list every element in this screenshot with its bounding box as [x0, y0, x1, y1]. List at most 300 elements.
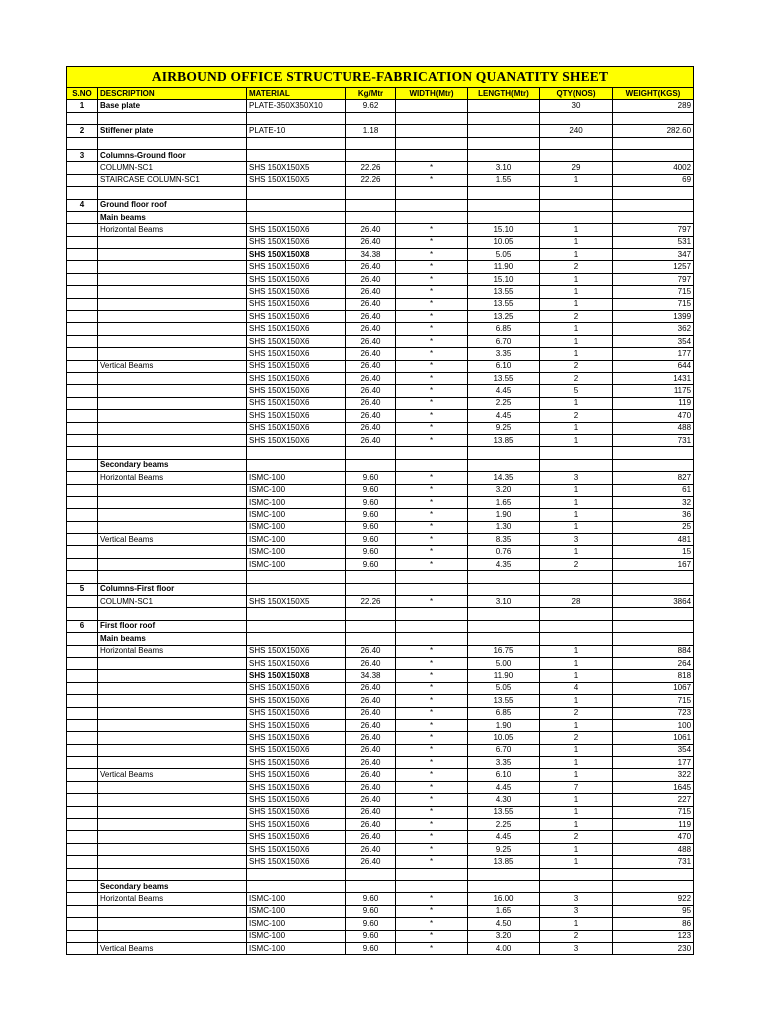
kg-per-mtr-cell: 26.40: [346, 397, 396, 409]
length-cell: 13.55: [468, 695, 540, 707]
length-cell: [468, 459, 540, 471]
sno-cell: 5: [67, 583, 98, 595]
kg-per-mtr-cell: 9.60: [346, 893, 396, 905]
description-cell: [98, 856, 247, 868]
length-cell: 4.00: [468, 942, 540, 954]
weight-cell: 167: [613, 558, 694, 570]
kg-per-mtr-cell: 26.40: [346, 261, 396, 273]
description-cell: [98, 496, 247, 508]
kg-per-mtr-cell: 26.40: [346, 298, 396, 310]
table-row: [67, 744, 694, 756]
kg-per-mtr-cell: 9.60: [346, 521, 396, 533]
kg-per-mtr-cell: 26.40: [346, 385, 396, 397]
sno-cell: [67, 744, 98, 756]
table-row: [67, 695, 694, 707]
table-row: [67, 249, 694, 261]
weight-cell: 25: [613, 521, 694, 533]
length-cell: 16.00: [468, 893, 540, 905]
qty-cell: 2: [540, 732, 613, 744]
sheet-title: AIRBOUND OFFICE STRUCTURE-FABRICATION QUANATITY SHEET: [67, 67, 694, 88]
width-cell: *: [396, 819, 468, 831]
length-cell: [468, 100, 540, 112]
weight-cell: 177: [613, 348, 694, 360]
qty-cell: 1: [540, 856, 613, 868]
width-cell: [396, 620, 468, 632]
kg-per-mtr-cell: 26.40: [346, 707, 396, 719]
table-row: [67, 348, 694, 360]
width-cell: *: [396, 843, 468, 855]
weight-cell: 488: [613, 843, 694, 855]
description-cell: COLUMN-SC1: [98, 596, 247, 608]
description-cell: [98, 298, 247, 310]
table-row: [67, 174, 694, 186]
width-cell: *: [396, 757, 468, 769]
material-cell: SHS 150X150X6: [247, 372, 346, 384]
weight-cell: 177: [613, 757, 694, 769]
length-cell: 0.76: [468, 546, 540, 558]
weight-cell: [613, 868, 694, 880]
weight-cell: [613, 571, 694, 583]
table-row: [67, 819, 694, 831]
table-row: [67, 682, 694, 694]
qty-cell: 1: [540, 348, 613, 360]
sno-cell: [67, 831, 98, 843]
qty-cell: 3: [540, 905, 613, 917]
description-cell: [98, 273, 247, 285]
kg-per-mtr-cell: 26.40: [346, 286, 396, 298]
table-row: [67, 918, 694, 930]
sno-cell: [67, 112, 98, 124]
material-cell: [247, 608, 346, 620]
qty-cell: [540, 149, 613, 161]
length-cell: [468, 868, 540, 880]
table-row: [67, 571, 694, 583]
description-cell: [98, 695, 247, 707]
qty-cell: 1: [540, 335, 613, 347]
qty-cell: 1: [540, 323, 613, 335]
weight-cell: 1175: [613, 385, 694, 397]
description-cell: [98, 348, 247, 360]
material-cell: ISMC-100: [247, 496, 346, 508]
sno-cell: [67, 249, 98, 261]
qty-cell: 2: [540, 707, 613, 719]
width-cell: *: [396, 794, 468, 806]
length-cell: 6.70: [468, 335, 540, 347]
table-row: [67, 372, 694, 384]
width-cell: *: [396, 806, 468, 818]
length-cell: 6.85: [468, 323, 540, 335]
sno-cell: [67, 348, 98, 360]
material-cell: SHS 150X150X5: [247, 162, 346, 174]
qty-cell: 2: [540, 930, 613, 942]
length-cell: [468, 620, 540, 632]
table-row: [67, 484, 694, 496]
sno-cell: [67, 496, 98, 508]
qty-cell: 4: [540, 682, 613, 694]
sno-cell: 6: [67, 620, 98, 632]
kg-per-mtr-cell: 1.18: [346, 125, 396, 137]
length-cell: 1.65: [468, 905, 540, 917]
sno-cell: 1: [67, 100, 98, 112]
description-cell: Ground floor roof: [98, 199, 247, 211]
qty-cell: 2: [540, 410, 613, 422]
width-cell: *: [396, 893, 468, 905]
sno-cell: [67, 918, 98, 930]
length-cell: 5.05: [468, 249, 540, 261]
width-cell: [396, 112, 468, 124]
length-cell: 4.45: [468, 781, 540, 793]
table-row: [67, 187, 694, 199]
qty-cell: [540, 137, 613, 149]
kg-per-mtr-cell: 26.40: [346, 781, 396, 793]
weight-cell: 347: [613, 249, 694, 261]
length-cell: 15.10: [468, 273, 540, 285]
length-cell: 6.85: [468, 707, 540, 719]
kg-per-mtr-cell: 26.40: [346, 806, 396, 818]
sno-cell: [67, 558, 98, 570]
description-cell: [98, 868, 247, 880]
table-row: [67, 794, 694, 806]
table-row: [67, 608, 694, 620]
table-row: [67, 496, 694, 508]
qty-cell: 2: [540, 372, 613, 384]
sno-cell: [67, 459, 98, 471]
table-row: [67, 620, 694, 632]
length-cell: 3.35: [468, 348, 540, 360]
length-cell: 4.35: [468, 558, 540, 570]
weight-cell: 731: [613, 434, 694, 446]
sno-cell: [67, 236, 98, 248]
sno-cell: [67, 719, 98, 731]
sno-cell: [67, 905, 98, 917]
weight-cell: 69: [613, 174, 694, 186]
material-cell: ISMC-100: [247, 534, 346, 546]
qty-cell: 1: [540, 273, 613, 285]
kg-per-mtr-cell: 26.40: [346, 273, 396, 285]
description-cell: [98, 657, 247, 669]
material-cell: SHS 150X150X6: [247, 645, 346, 657]
description-cell: Main beams: [98, 633, 247, 645]
material-cell: SHS 150X150X6: [247, 707, 346, 719]
description-cell: [98, 521, 247, 533]
table-row: [67, 633, 694, 645]
kg-per-mtr-cell: 26.40: [346, 372, 396, 384]
material-cell: SHS 150X150X6: [247, 695, 346, 707]
weight-cell: 100: [613, 719, 694, 731]
qty-cell: [540, 608, 613, 620]
qty-cell: 1: [540, 397, 613, 409]
length-cell: 4.45: [468, 831, 540, 843]
description-cell: Horizontal Beams: [98, 645, 247, 657]
table-row: [67, 806, 694, 818]
weight-cell: [613, 459, 694, 471]
qty-cell: 1: [540, 484, 613, 496]
width-cell: *: [396, 224, 468, 236]
weight-cell: 61: [613, 484, 694, 496]
table-row: [67, 546, 694, 558]
table-row: [67, 434, 694, 446]
qty-cell: [540, 112, 613, 124]
weight-cell: 1399: [613, 311, 694, 323]
qty-cell: 1: [540, 757, 613, 769]
width-cell: *: [396, 335, 468, 347]
qty-cell: [540, 868, 613, 880]
material-cell: SHS 150X150X6: [247, 757, 346, 769]
kg-per-mtr-cell: 9.60: [346, 534, 396, 546]
table-row: [67, 385, 694, 397]
sno-cell: [67, 657, 98, 669]
sno-cell: [67, 422, 98, 434]
weight-cell: 15: [613, 546, 694, 558]
material-cell: ISMC-100: [247, 509, 346, 521]
table-row: [67, 645, 694, 657]
width-cell: [396, 125, 468, 137]
sno-cell: [67, 311, 98, 323]
material-cell: PLATE-350X350X10: [247, 100, 346, 112]
description-cell: [98, 311, 247, 323]
description-cell: [98, 385, 247, 397]
header-weight: WEIGHT(KGS): [613, 88, 694, 100]
sno-cell: [67, 608, 98, 620]
material-cell: [247, 620, 346, 632]
sno-cell: 3: [67, 149, 98, 161]
sno-cell: [67, 484, 98, 496]
table-row: [67, 472, 694, 484]
length-cell: [468, 125, 540, 137]
qty-cell: 3: [540, 534, 613, 546]
table-row: [67, 521, 694, 533]
sno-cell: [67, 385, 98, 397]
weight-cell: 3864: [613, 596, 694, 608]
description-cell: [98, 286, 247, 298]
description-cell: First floor roof: [98, 620, 247, 632]
weight-cell: 470: [613, 831, 694, 843]
kg-per-mtr-cell: [346, 620, 396, 632]
width-cell: *: [396, 719, 468, 731]
weight-cell: 531: [613, 236, 694, 248]
weight-cell: [613, 633, 694, 645]
weight-cell: 1067: [613, 682, 694, 694]
material-cell: ISMC-100: [247, 930, 346, 942]
width-cell: *: [396, 434, 468, 446]
qty-cell: 1: [540, 298, 613, 310]
length-cell: 13.85: [468, 856, 540, 868]
weight-cell: [613, 447, 694, 459]
material-cell: SHS 150X150X6: [247, 323, 346, 335]
width-cell: *: [396, 918, 468, 930]
description-cell: [98, 918, 247, 930]
qty-cell: 1: [540, 794, 613, 806]
qty-cell: 2: [540, 311, 613, 323]
description-cell: [98, 781, 247, 793]
length-cell: 9.25: [468, 422, 540, 434]
sno-cell: [67, 472, 98, 484]
description-cell: [98, 843, 247, 855]
width-cell: *: [396, 707, 468, 719]
sno-cell: [67, 596, 98, 608]
weight-cell: [613, 608, 694, 620]
kg-per-mtr-cell: 9.60: [346, 905, 396, 917]
table-row: [67, 843, 694, 855]
qty-cell: 1: [540, 236, 613, 248]
table-row: [67, 657, 694, 669]
qty-cell: 1: [540, 509, 613, 521]
sno-cell: [67, 571, 98, 583]
header-sno: S.NO: [67, 88, 98, 100]
length-cell: 6.10: [468, 360, 540, 372]
kg-per-mtr-cell: [346, 137, 396, 149]
sno-cell: [67, 757, 98, 769]
width-cell: *: [396, 422, 468, 434]
material-cell: ISMC-100: [247, 893, 346, 905]
header-material: MATERIAL: [247, 88, 346, 100]
table-row: [67, 261, 694, 273]
table-row: [67, 447, 694, 459]
table-row: [67, 881, 694, 893]
width-cell: *: [396, 311, 468, 323]
table-row: [67, 273, 694, 285]
sno-cell: 2: [67, 125, 98, 137]
sno-cell: [67, 781, 98, 793]
material-cell: SHS 150X150X6: [247, 311, 346, 323]
sno-cell: [67, 509, 98, 521]
description-cell: [98, 558, 247, 570]
weight-cell: 1431: [613, 372, 694, 384]
kg-per-mtr-cell: 26.40: [346, 856, 396, 868]
sno-cell: [67, 794, 98, 806]
length-cell: 4.50: [468, 918, 540, 930]
table-row: [67, 583, 694, 595]
width-cell: [396, 881, 468, 893]
sno-cell: [67, 942, 98, 954]
header-kg-per-mtr: Kg/Mtr: [346, 88, 396, 100]
width-cell: *: [396, 596, 468, 608]
length-cell: [468, 633, 540, 645]
kg-per-mtr-cell: 9.60: [346, 918, 396, 930]
material-cell: SHS 150X150X6: [247, 843, 346, 855]
qty-cell: 1: [540, 434, 613, 446]
length-cell: 15.10: [468, 224, 540, 236]
description-cell: [98, 905, 247, 917]
material-cell: [247, 137, 346, 149]
sno-cell: [67, 224, 98, 236]
sno-cell: [67, 843, 98, 855]
kg-per-mtr-cell: 26.40: [346, 323, 396, 335]
material-cell: SHS 150X150X6: [247, 385, 346, 397]
description-cell: [98, 335, 247, 347]
description-cell: [98, 422, 247, 434]
width-cell: *: [396, 174, 468, 186]
width-cell: [396, 571, 468, 583]
material-cell: ISMC-100: [247, 558, 346, 570]
length-cell: [468, 571, 540, 583]
material-cell: SHS 150X150X6: [247, 261, 346, 273]
description-cell: Vertical Beams: [98, 360, 247, 372]
material-cell: SHS 150X150X6: [247, 856, 346, 868]
qty-cell: 1: [540, 719, 613, 731]
description-cell: [98, 249, 247, 261]
table-row: [67, 236, 694, 248]
qty-cell: 1: [540, 819, 613, 831]
length-cell: 5.00: [468, 657, 540, 669]
sno-cell: [67, 682, 98, 694]
material-cell: SHS 150X150X6: [247, 781, 346, 793]
weight-cell: 289: [613, 100, 694, 112]
qty-cell: [540, 459, 613, 471]
material-cell: SHS 150X150X6: [247, 422, 346, 434]
length-cell: 13.85: [468, 434, 540, 446]
description-cell: [98, 670, 247, 682]
kg-per-mtr-cell: [346, 633, 396, 645]
kg-per-mtr-cell: [346, 608, 396, 620]
width-cell: [396, 583, 468, 595]
weight-cell: [613, 187, 694, 199]
sheet-body: [67, 100, 694, 955]
kg-per-mtr-cell: 26.40: [346, 831, 396, 843]
qty-cell: 1: [540, 286, 613, 298]
length-cell: 4.45: [468, 385, 540, 397]
weight-cell: 264: [613, 657, 694, 669]
length-cell: 1.30: [468, 521, 540, 533]
qty-cell: [540, 583, 613, 595]
length-cell: 1.90: [468, 509, 540, 521]
width-cell: *: [396, 534, 468, 546]
weight-cell: 723: [613, 707, 694, 719]
weight-cell: [613, 583, 694, 595]
material-cell: SHS 150X150X6: [247, 286, 346, 298]
weight-cell: [613, 112, 694, 124]
width-cell: *: [396, 732, 468, 744]
material-cell: SHS 150X150X8: [247, 249, 346, 261]
sno-cell: [67, 372, 98, 384]
sno-cell: [67, 670, 98, 682]
sno-cell: [67, 534, 98, 546]
table-row: [67, 930, 694, 942]
width-cell: *: [396, 472, 468, 484]
weight-cell: 95: [613, 905, 694, 917]
qty-cell: 1: [540, 521, 613, 533]
kg-per-mtr-cell: 26.40: [346, 422, 396, 434]
qty-cell: 1: [540, 769, 613, 781]
table-row: [67, 905, 694, 917]
length-cell: [468, 447, 540, 459]
width-cell: *: [396, 781, 468, 793]
sno-cell: [67, 397, 98, 409]
kg-per-mtr-cell: 26.40: [346, 719, 396, 731]
sno-cell: [67, 162, 98, 174]
kg-per-mtr-cell: 9.60: [346, 546, 396, 558]
table-row: [67, 224, 694, 236]
material-cell: [247, 211, 346, 223]
qty-cell: 1: [540, 422, 613, 434]
width-cell: *: [396, 397, 468, 409]
sno-cell: [67, 868, 98, 880]
kg-per-mtr-cell: 22.26: [346, 162, 396, 174]
table-row: [67, 311, 694, 323]
kg-per-mtr-cell: 9.62: [346, 100, 396, 112]
kg-per-mtr-cell: 22.26: [346, 596, 396, 608]
length-cell: [468, 211, 540, 223]
weight-cell: 644: [613, 360, 694, 372]
weight-cell: [613, 881, 694, 893]
qty-cell: 28: [540, 596, 613, 608]
header-row: [67, 88, 694, 100]
width-cell: *: [396, 645, 468, 657]
kg-per-mtr-cell: 26.40: [346, 645, 396, 657]
width-cell: *: [396, 521, 468, 533]
sno-cell: [67, 856, 98, 868]
sno-cell: [67, 521, 98, 533]
